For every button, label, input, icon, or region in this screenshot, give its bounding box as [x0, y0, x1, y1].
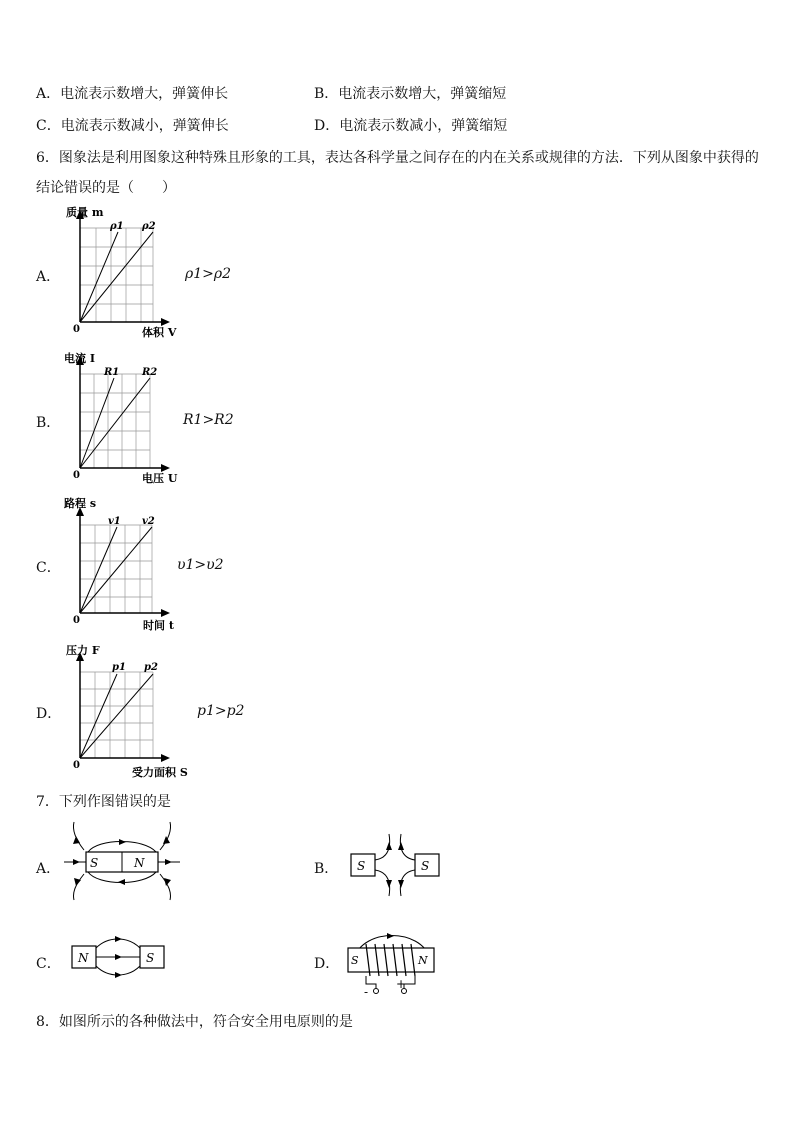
q7c-s-label: S [146, 951, 155, 965]
q6a-origin: 0 [73, 324, 80, 335]
q6-option-b-conclusion: R1>R2 [183, 412, 234, 428]
q6a-x-label: 体积 V [142, 326, 177, 339]
q6-graph-b [60, 348, 200, 488]
q7d-plus-label: + [396, 977, 407, 991]
q7-diagram-c [68, 932, 168, 982]
q7-diagram-d [342, 922, 442, 998]
q6-option-c-conclusion: υ1>υ2 [177, 557, 224, 573]
q7-option-d-letter: D． [314, 956, 340, 972]
q5-option-d: D．电流表示数减小，弹簧缩短 [314, 118, 508, 134]
q6b-line1-label: R1 [104, 367, 120, 378]
q6-option-d-letter: D． [36, 706, 62, 722]
q5-option-c: C．电流表示数减小，弹簧伸长 [36, 118, 229, 134]
q6b-x-label: 电压 U [142, 472, 178, 485]
q7-stem: 7．下列作图错误的是 [36, 794, 171, 810]
q7-option-a-letter: A． [36, 861, 61, 877]
q6d-line1-label: p1 [112, 662, 126, 673]
q6-option-a-conclusion: ρ1>ρ2 [185, 266, 232, 282]
q6b-line2-label: R2 [142, 367, 158, 378]
q6-stem-line2: 结论错误的是（ ） [36, 180, 176, 196]
q6c-line1-label: v1 [108, 516, 121, 527]
q6-graph-a [60, 202, 200, 342]
q5-option-b: B．电流表示数增大，弹簧缩短 [314, 86, 507, 102]
q6-option-c-letter: C． [36, 560, 61, 576]
q7b-s-left-label: S [357, 859, 366, 873]
q6d-origin: 0 [73, 760, 80, 771]
q7-diagram-a [62, 820, 182, 902]
q7a-n-label: N [134, 856, 145, 870]
q6d-y-label: 压力 F [66, 644, 100, 657]
q6-stem-line1: 6．图象法是利用图象这种特殊且形象的工具，表达各科学量之间存在的内在关系或规律的方法．下列从图象中获得的 [36, 150, 759, 166]
q6a-y-label: 质量 m [66, 206, 104, 219]
q7a-s-label: S [90, 856, 99, 870]
q6c-line2-label: v2 [142, 516, 155, 527]
q7b-s-right-label: S [421, 859, 430, 873]
q6b-origin: 0 [73, 470, 80, 481]
q6c-origin: 0 [73, 615, 80, 626]
q6a-line2-label: ρ2 [142, 221, 156, 232]
q6c-y-label: 路程 s [64, 497, 97, 510]
q6-option-d-conclusion: p1>p2 [197, 703, 245, 719]
q7c-n-label: N [78, 951, 89, 965]
q8-stem: 8．如图所示的各种做法中，符合安全用电原则的是 [36, 1014, 353, 1030]
q7d-s-label: S [351, 954, 359, 967]
q6d-line2-label: p2 [144, 662, 158, 673]
q6b-y-label: 电流 I [64, 352, 95, 365]
q7-diagram-b [345, 830, 445, 900]
q7-option-b-letter: B． [314, 861, 339, 877]
q6a-line1-label: ρ1 [110, 221, 124, 232]
q5-option-a: A．电流表示数增大，弹簧伸长 [36, 86, 229, 102]
q7d-minus-label: - [364, 985, 369, 998]
q7d-n-label: N [418, 954, 428, 967]
q6-graph-d [60, 640, 210, 782]
q6-option-a-letter: A． [36, 269, 61, 285]
q6d-x-label: 受力面积 S [132, 766, 188, 779]
q6c-x-label: 时间 t [143, 619, 174, 632]
q7-option-c-letter: C． [36, 956, 61, 972]
q6-option-b-letter: B． [36, 415, 61, 431]
